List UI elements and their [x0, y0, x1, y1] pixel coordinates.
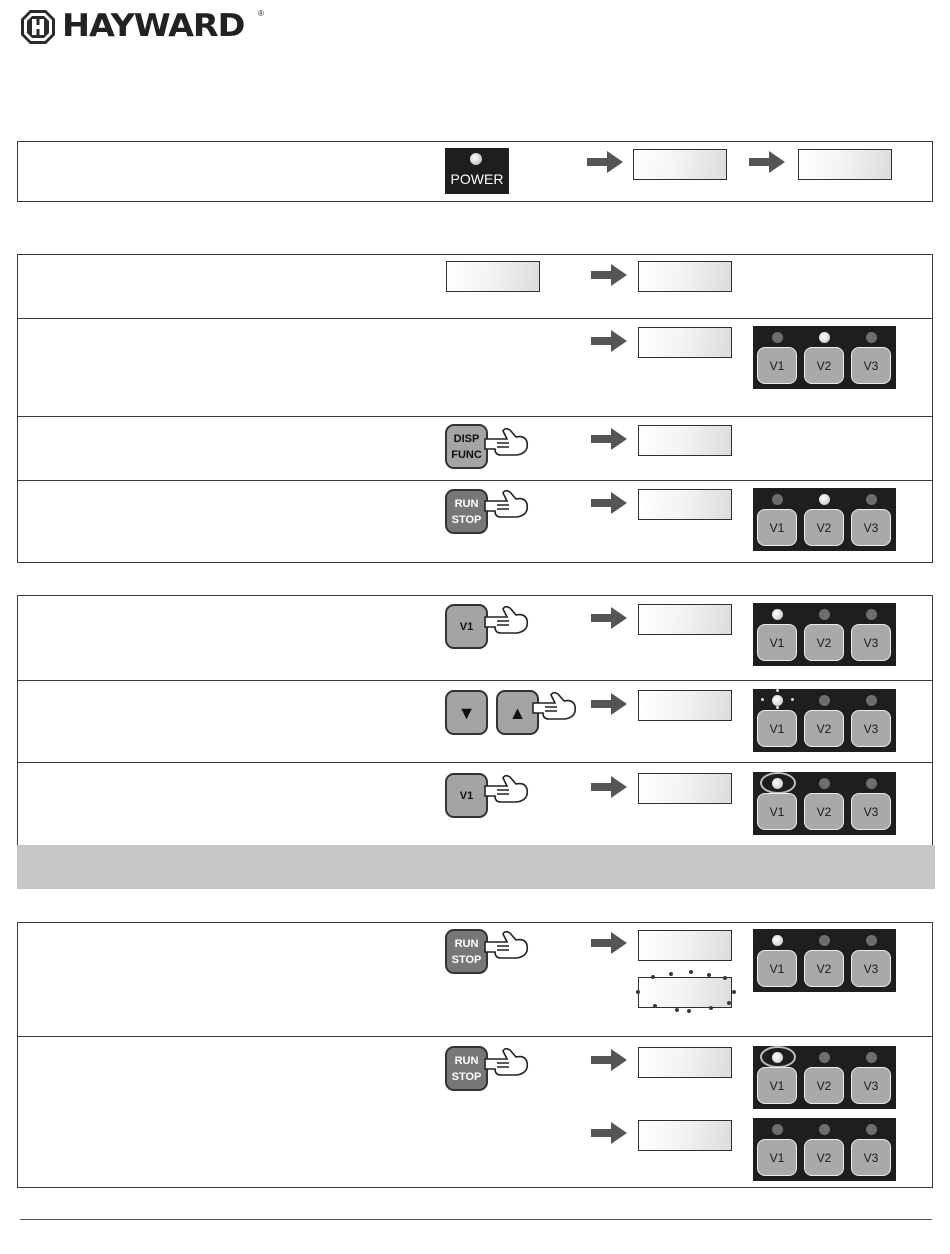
row-divider — [17, 680, 933, 681]
v1-button[interactable]: V1 — [757, 624, 797, 661]
led-indicator-icon — [866, 1124, 877, 1135]
blink-indicator-icon — [776, 706, 779, 709]
v3-button[interactable]: V3 — [851, 793, 891, 830]
blink-dot-icon — [732, 990, 736, 994]
v3-button[interactable]: V3 — [851, 509, 891, 546]
led-indicator-icon — [819, 935, 830, 946]
led-indicator-icon — [772, 1052, 783, 1063]
v1-button[interactable]: V1 — [757, 347, 797, 384]
disp-func-button[interactable] — [445, 424, 488, 469]
v2-button[interactable]: V2 — [804, 1139, 844, 1176]
v3-button[interactable]: V3 — [851, 1067, 891, 1104]
led-indicator-icon — [866, 935, 877, 946]
arrow-right-icon — [591, 1122, 627, 1144]
power-label: POWER — [450, 171, 504, 187]
lcd-display — [798, 149, 892, 180]
v2-button[interactable]: V2 — [804, 710, 844, 747]
led-indicator-icon — [819, 494, 830, 505]
v1-key[interactable]: V1 — [445, 604, 488, 649]
arrow-right-icon — [749, 151, 785, 173]
row-divider — [17, 318, 933, 319]
run-label: RUN — [454, 497, 479, 510]
v3-button[interactable]: V3 — [851, 710, 891, 747]
stop-label: STOP — [451, 1070, 482, 1083]
stop-label: STOP — [451, 513, 482, 526]
lcd-display — [638, 604, 732, 635]
speed-panel — [753, 326, 896, 389]
blink-dot-icon — [687, 1009, 691, 1013]
blink-indicator-icon — [776, 689, 779, 692]
disp-label: DISP — [453, 432, 480, 445]
led-indicator-icon — [772, 695, 783, 706]
pointing-hand-icon — [483, 487, 531, 521]
hayward-logo-icon — [20, 9, 56, 45]
down-button[interactable] — [445, 690, 488, 735]
pointing-hand-icon — [531, 689, 579, 723]
pointing-hand-icon — [483, 425, 531, 459]
run-label: RUN — [454, 937, 479, 950]
blink-dot-icon — [675, 1008, 679, 1012]
led-indicator-icon — [819, 695, 830, 706]
led-indicator-icon — [772, 935, 783, 946]
v3-button[interactable]: V3 — [851, 1139, 891, 1176]
pointing-hand-icon — [483, 928, 531, 962]
blink-indicator-icon — [791, 698, 794, 701]
v3-button[interactable]: V3 — [851, 624, 891, 661]
row-divider — [17, 416, 933, 417]
led-indicator-icon — [772, 494, 783, 505]
speed-panel — [753, 772, 896, 835]
pointing-hand-icon — [483, 603, 531, 637]
arrow-right-icon — [591, 932, 627, 954]
lcd-display — [638, 425, 732, 456]
v3-button[interactable]: V3 — [851, 347, 891, 384]
speed-panel — [753, 488, 896, 551]
blink-dot-icon — [636, 990, 640, 994]
power-led-icon — [470, 153, 482, 165]
lcd-display-blinking — [638, 977, 732, 1008]
speed-panel — [753, 929, 896, 992]
blink-dot-icon — [723, 976, 727, 980]
speed-panel — [753, 603, 896, 666]
row-divider — [17, 480, 933, 481]
blink-dot-icon — [707, 973, 711, 977]
speed-panel — [753, 1118, 896, 1181]
arrow-right-icon — [591, 330, 627, 352]
arrow-right-icon — [591, 492, 627, 514]
footer-divider — [20, 1219, 932, 1220]
lcd-display — [638, 930, 732, 961]
arrow-right-icon — [591, 1049, 627, 1071]
run-stop-button[interactable] — [445, 929, 488, 974]
run-stop-button[interactable] — [445, 489, 488, 534]
brand-name: HAYWARD — [62, 8, 245, 44]
v3-button[interactable]: V3 — [851, 950, 891, 987]
blink-indicator-icon — [761, 698, 764, 701]
pointing-hand-icon — [483, 772, 531, 806]
lcd-display — [638, 327, 732, 358]
led-indicator-icon — [866, 332, 877, 343]
down-arrow-icon: ▼ — [457, 702, 476, 723]
gray-band — [17, 845, 935, 889]
v1-button[interactable]: V1 — [757, 1139, 797, 1176]
up-arrow-icon: ▲ — [508, 702, 527, 723]
v2-button[interactable]: V2 — [804, 1067, 844, 1104]
blink-dot-icon — [669, 972, 673, 976]
stop-label: STOP — [451, 953, 482, 966]
arrow-right-icon — [591, 428, 627, 450]
blink-dot-icon — [653, 1004, 657, 1008]
led-indicator-icon — [866, 778, 877, 789]
led-indicator-icon — [772, 1124, 783, 1135]
arrow-right-icon — [591, 693, 627, 715]
v2-button[interactable]: V2 — [804, 509, 844, 546]
led-indicator-icon — [819, 1124, 830, 1135]
speed-panel — [753, 689, 896, 752]
v1-button[interactable]: V1 — [757, 509, 797, 546]
led-indicator-icon — [819, 778, 830, 789]
led-indicator-icon — [819, 1052, 830, 1063]
led-indicator-icon — [866, 609, 877, 620]
blink-dot-icon — [727, 1001, 731, 1005]
led-indicator-icon — [772, 609, 783, 620]
arrow-right-icon — [591, 264, 627, 286]
v1-key[interactable]: V1 — [445, 773, 488, 818]
led-indicator-icon — [819, 609, 830, 620]
arrow-right-icon — [587, 151, 623, 173]
lcd-display — [633, 149, 727, 180]
arrow-right-icon — [591, 776, 627, 798]
led-indicator-icon — [819, 332, 830, 343]
lcd-display — [446, 261, 540, 292]
run-stop-button[interactable] — [445, 1046, 488, 1091]
row-divider — [17, 762, 933, 763]
blink-dot-icon — [689, 970, 693, 974]
v2-button[interactable]: V2 — [804, 624, 844, 661]
pointing-hand-icon — [483, 1045, 531, 1079]
v1-button[interactable]: V1 — [757, 1067, 797, 1104]
blink-dot-icon — [709, 1006, 713, 1010]
v1-button[interactable]: V1 — [757, 793, 797, 830]
lcd-display — [638, 690, 732, 721]
led-indicator-icon — [866, 695, 877, 706]
func-label: FUNC — [451, 448, 482, 461]
row-divider — [17, 1036, 933, 1037]
v2-button[interactable]: V2 — [804, 347, 844, 384]
arrow-right-icon — [591, 607, 627, 629]
run-label: RUN — [454, 1054, 479, 1067]
led-indicator-icon — [866, 494, 877, 505]
registered-mark: ® — [258, 9, 264, 18]
speed-panel — [753, 1046, 896, 1109]
blink-dot-icon — [651, 975, 655, 979]
v1-button[interactable]: V1 — [757, 710, 797, 747]
led-indicator-icon — [772, 332, 783, 343]
led-indicator-icon — [772, 778, 783, 789]
lcd-display — [638, 1120, 732, 1151]
lcd-display — [638, 1047, 732, 1078]
power-button[interactable] — [445, 148, 509, 194]
lcd-display — [638, 261, 732, 292]
v2-button[interactable]: V2 — [804, 950, 844, 987]
v1-button[interactable]: V1 — [757, 950, 797, 987]
lcd-display — [638, 489, 732, 520]
led-indicator-icon — [866, 1052, 877, 1063]
lcd-display — [638, 773, 732, 804]
v2-button[interactable]: V2 — [804, 793, 844, 830]
